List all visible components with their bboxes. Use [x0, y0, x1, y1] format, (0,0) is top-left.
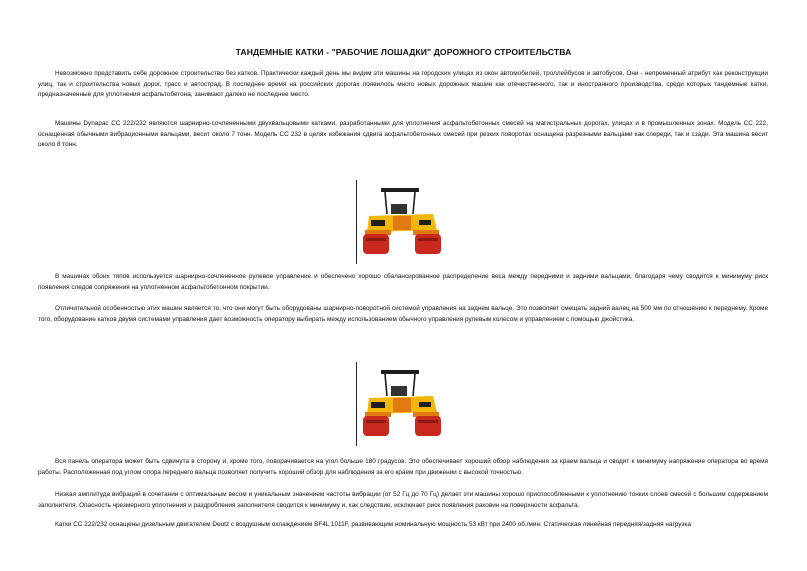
tandem-roller-icon [363, 368, 443, 440]
paragraph-operator-panel: Вся панель оператора может быть сдвинута в сторону и, кроме того, поворачивается на угол больше 180 градусов. Это обеспечивает хороший обзор наблюдения за краем вальца и сводит к минимуму напряжение оператора во время работы. Расположенная под углом опора переднего вальца позволяет получить хороший обзор для наблюдения за его краем при движении с высокой точностью. [38, 458, 768, 476]
document-title: ТАНДЕМНЫЕ КАТКИ - "РАБОЧИЕ ЛОШАДКИ" ДОРОЖНОГО СТРОИТЕЛЬСТВА [235, 47, 572, 57]
paragraph-features: Отличительной особенностью этих машин является то, что они могут быть оборудованы шарнирно-поворотной системой управления на заднем вальце. Это позволяет смещать задний валец на 500 мм по отношению к переднему. Кроме того, оборудование катков двумя системами управления дает возможность оператору выбирать между использованием обычного управления рулевым колесом и управлением с помощью джойстика. [38, 305, 768, 323]
paragraph-steering: В машинах обоих типов используется шарнирно-сочлененное рулевое управление и обеспечено хорошо сбалансированное распределение веса между передними и задними вальцами, благодаря чему сводится к минимуму риск появления следов сопряжения на уплотненном асфальтобетонном покрытии. [38, 273, 768, 291]
paragraph-intro: Невозможно представить себе дорожное строительство без катков. Практически каждый день мы видим эти машины на городских улицах из окон автомобилей, троллейбусов и автобусов. Они - непременный атрибут как реконструкции улиц, так и строительства новых дорог, трасс и автострад. В последнее время на российских дорогах появилось много новых дорожных машин как отечественного, так и иностранного производства, среди которых тандемные катки, предназначенные для уплотнения асфальтобетона, занимают далеко не последнее место. [38, 70, 768, 99]
tandem-roller-icon [363, 186, 443, 258]
paragraph-vibration: Низкая амплитуда вибраций в сочетании с оптимальным весом и уникальным значением частоты вибрации (от 52 Гц до 70 Гц) делает эти машины хорошо приспособленными к уплотнению тонких слоев смесей с большим содержанием заполнителя. Опасность чрезмерного уплотнения и раздробления заполнителя сводится к минимуму и, как следствие, исключает риск появления раковин на поверхности асфальта. [38, 491, 768, 509]
paragraph-engine: Катки CC 222/232 оснащены дизельным двигателем Deutz с воздушным охлаждением BF4L 1011F, развивающим номинальную мощность 53 кВт при 2400 об./мин. Статическая линейная передняя/задняя нагрузка [55, 521, 691, 528]
roller-photo-2 [356, 362, 448, 446]
paragraph-models: Машины Dynapac CC 222/232 являются шарнирно-сочлененными двухвальцовыми катками, разработанными для уплотнения асфальтобетонных смесей на магистральных дорогах, улицах и в промышленных зонах. Модель CC 222, оснащенная обычными вибрационными вальцами, весит около 7 тонн. Модель CC 232 в целях избежания сдвига асфальтобетонных смесей при резких поворотах оснащена разрезными вальцами как спереди, так и сзади. Эта машина весит около 8 тонн. [38, 120, 768, 149]
roller-photo-1 [356, 180, 448, 264]
